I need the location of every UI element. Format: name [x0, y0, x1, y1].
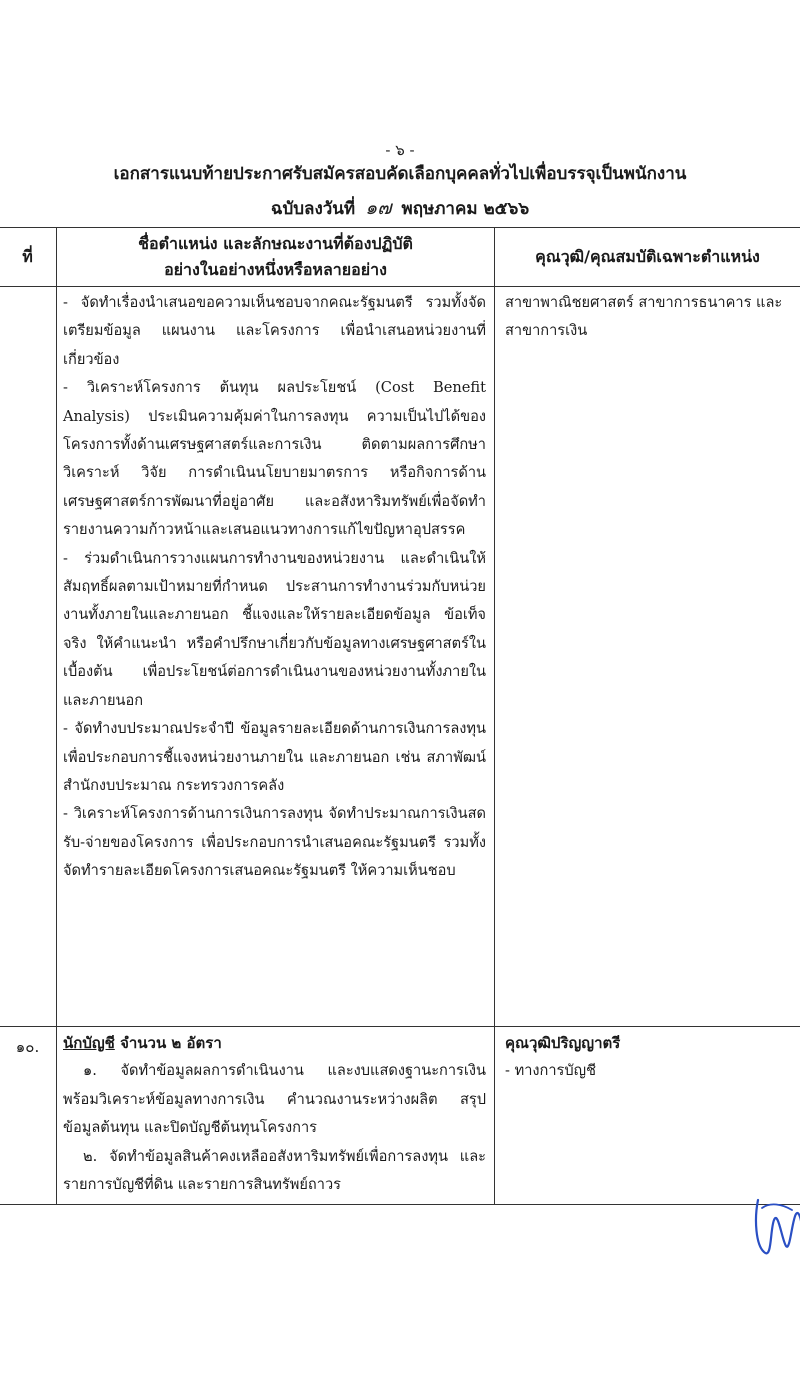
qualification-text: สาขาพาณิชยศาสตร์ สาขาการธนาคาร และสาขาการเงิน [505, 294, 783, 340]
header-qualification: คุณวุฒิ/คุณสมบัติเฉพาะตำแหน่ง [495, 228, 800, 287]
duty-item: ๒. จัดทำข้อมูลสินค้าคงเหลืออสังหาริมทรัพย์เพื่อการลงทุน และรายการบัญชีที่ดิน และรายการสินทรัพย์ถาวร [63, 1147, 486, 1194]
table-row [0, 1027, 800, 1205]
signature-mark [752, 1190, 800, 1270]
qualification-title: คุณวุฒิปริญญาตรี [505, 1034, 621, 1052]
qualification-cell [495, 1027, 800, 1205]
duty-item: - จัดทำงบประมาณประจำปี ข้อมูลรายละเอียดด้านการเงินการลงทุน เพื่อประกอบการชี้แจงหน่วยงานภายใน และภายนอก เช่น สภาพัฒน์ สำนักงบประมาณ กระทรวงการคลัง [63, 720, 486, 794]
qualification-cell [495, 287, 800, 1027]
header-no: ที่ [0, 228, 57, 287]
position-count: จำนวน ๒ อัตรา [120, 1034, 222, 1052]
duty-item: - ร่วมดำเนินการวางแผนการทำงานของหน่วยงาน และดำเนินให้สัมฤทธิ์ผลตามเป้าหมายที่กำหนด ประสานการทำงานร่วมกับหน่วยงานทั้งภายในและภายนอก ชี้แจงและให้รายละเอียดข้อมูล ข้อเท็จจริง ให้คำแนะนำ หรือคำปรึกษาเกี่ยวกับข้อมูลทางเศรษฐศาสตร์ในเบื้องต้น เพื่อประโยชน์ต่อการดำเนินงานของหน่วยงานทั้งภายในและภายนอก [63, 549, 486, 709]
table-header-row [0, 228, 800, 287]
date-line [0, 193, 800, 223]
duties-cell [57, 1027, 495, 1205]
positions-table [0, 227, 800, 1205]
position-name: นักบัญชี [63, 1034, 115, 1052]
header-duties-line1: ชื่อตำแหน่ง และลักษณะงานที่ต้องปฏิบัติ [138, 234, 413, 253]
qualification-text: - ทางการบัญชี [505, 1062, 596, 1080]
signature-stroke [756, 1200, 800, 1259]
duty-item: - วิเคราะห์โครงการ ต้นทุน ผลประโยชน์ (Cost Benefit Analysis) ประเมินความคุ้มค่าในการลงทุน ความเป็นไปได้ของโครงการทั้งด้านเศรษฐศาสตร์และการเงิน ติดตามผลการศึกษา วิเคราะห์ วิจัย การดำเนินนโยบายมาตรการ หรือกิจการด้านเศรษฐศาสตร์การพัฒนาที่อยู่อาศัย และอสังหาริมทรัพย์เพื่อจัดทำรายงานความก้าวหน้าและเสนอแนวทางการแก้ไขปัญหาอุปสรรค [63, 379, 486, 539]
header-duties [57, 228, 495, 287]
header-duties-line2: อย่างในอย่างหนึ่งหรือหลายอย่าง [164, 260, 387, 279]
duties-cell [57, 287, 495, 1027]
duty-item: - จัดทำเรื่องนำเสนอขอความเห็นชอบจากคณะรัฐมนตรี รวมทั้งจัดเตรียมข้อมูล แผนงาน และโครงการ เพื่อนำเสนอหน่วยงานที่เกี่ยวข้อง [63, 294, 486, 368]
document-title: เอกสารแนบท้ายประกาศรับสมัครสอบคัดเลือกบุคคลทั่วไปเพื่อบรรจุเป็นพนักงาน [113, 164, 687, 184]
date-day: ๑๗ [365, 197, 392, 219]
date-month-year: พฤษภาคม ๒๕๖๖ [401, 199, 530, 219]
row-number: ๑๐. [0, 1027, 57, 1205]
page-number: - ๖ - [385, 141, 415, 159]
duty-item: - วิเคราะห์โครงการด้านการเงินการลงทุน จัดทำประมาณการเงินสดรับ-จ่ายของโครงการ เพื่อประกอบการนำเสนอคณะรัฐมนตรี รวมทั้งจัดทำรายละเอียดโครงการเสนอคณะรัฐมนตรี ให้ความเห็นชอบ [63, 805, 486, 880]
position-title [63, 1029, 486, 1057]
signature-stroke [762, 1204, 792, 1210]
date-prefix: ฉบับลงวันที่ [270, 199, 356, 219]
row-number [0, 287, 57, 1027]
duty-item: ๑. จัดทำข้อมูลผลการดำเนินงาน และงบแสดงฐานะการเงิน พร้อมวิเคราะห์ข้อมูลทางการเงิน คำนวณงานระหว่างผลิต สรุปข้อมูลต้นทุน และปิดบัญชีต้นทุนโครงการ [63, 1062, 486, 1137]
table-row [0, 287, 800, 1027]
